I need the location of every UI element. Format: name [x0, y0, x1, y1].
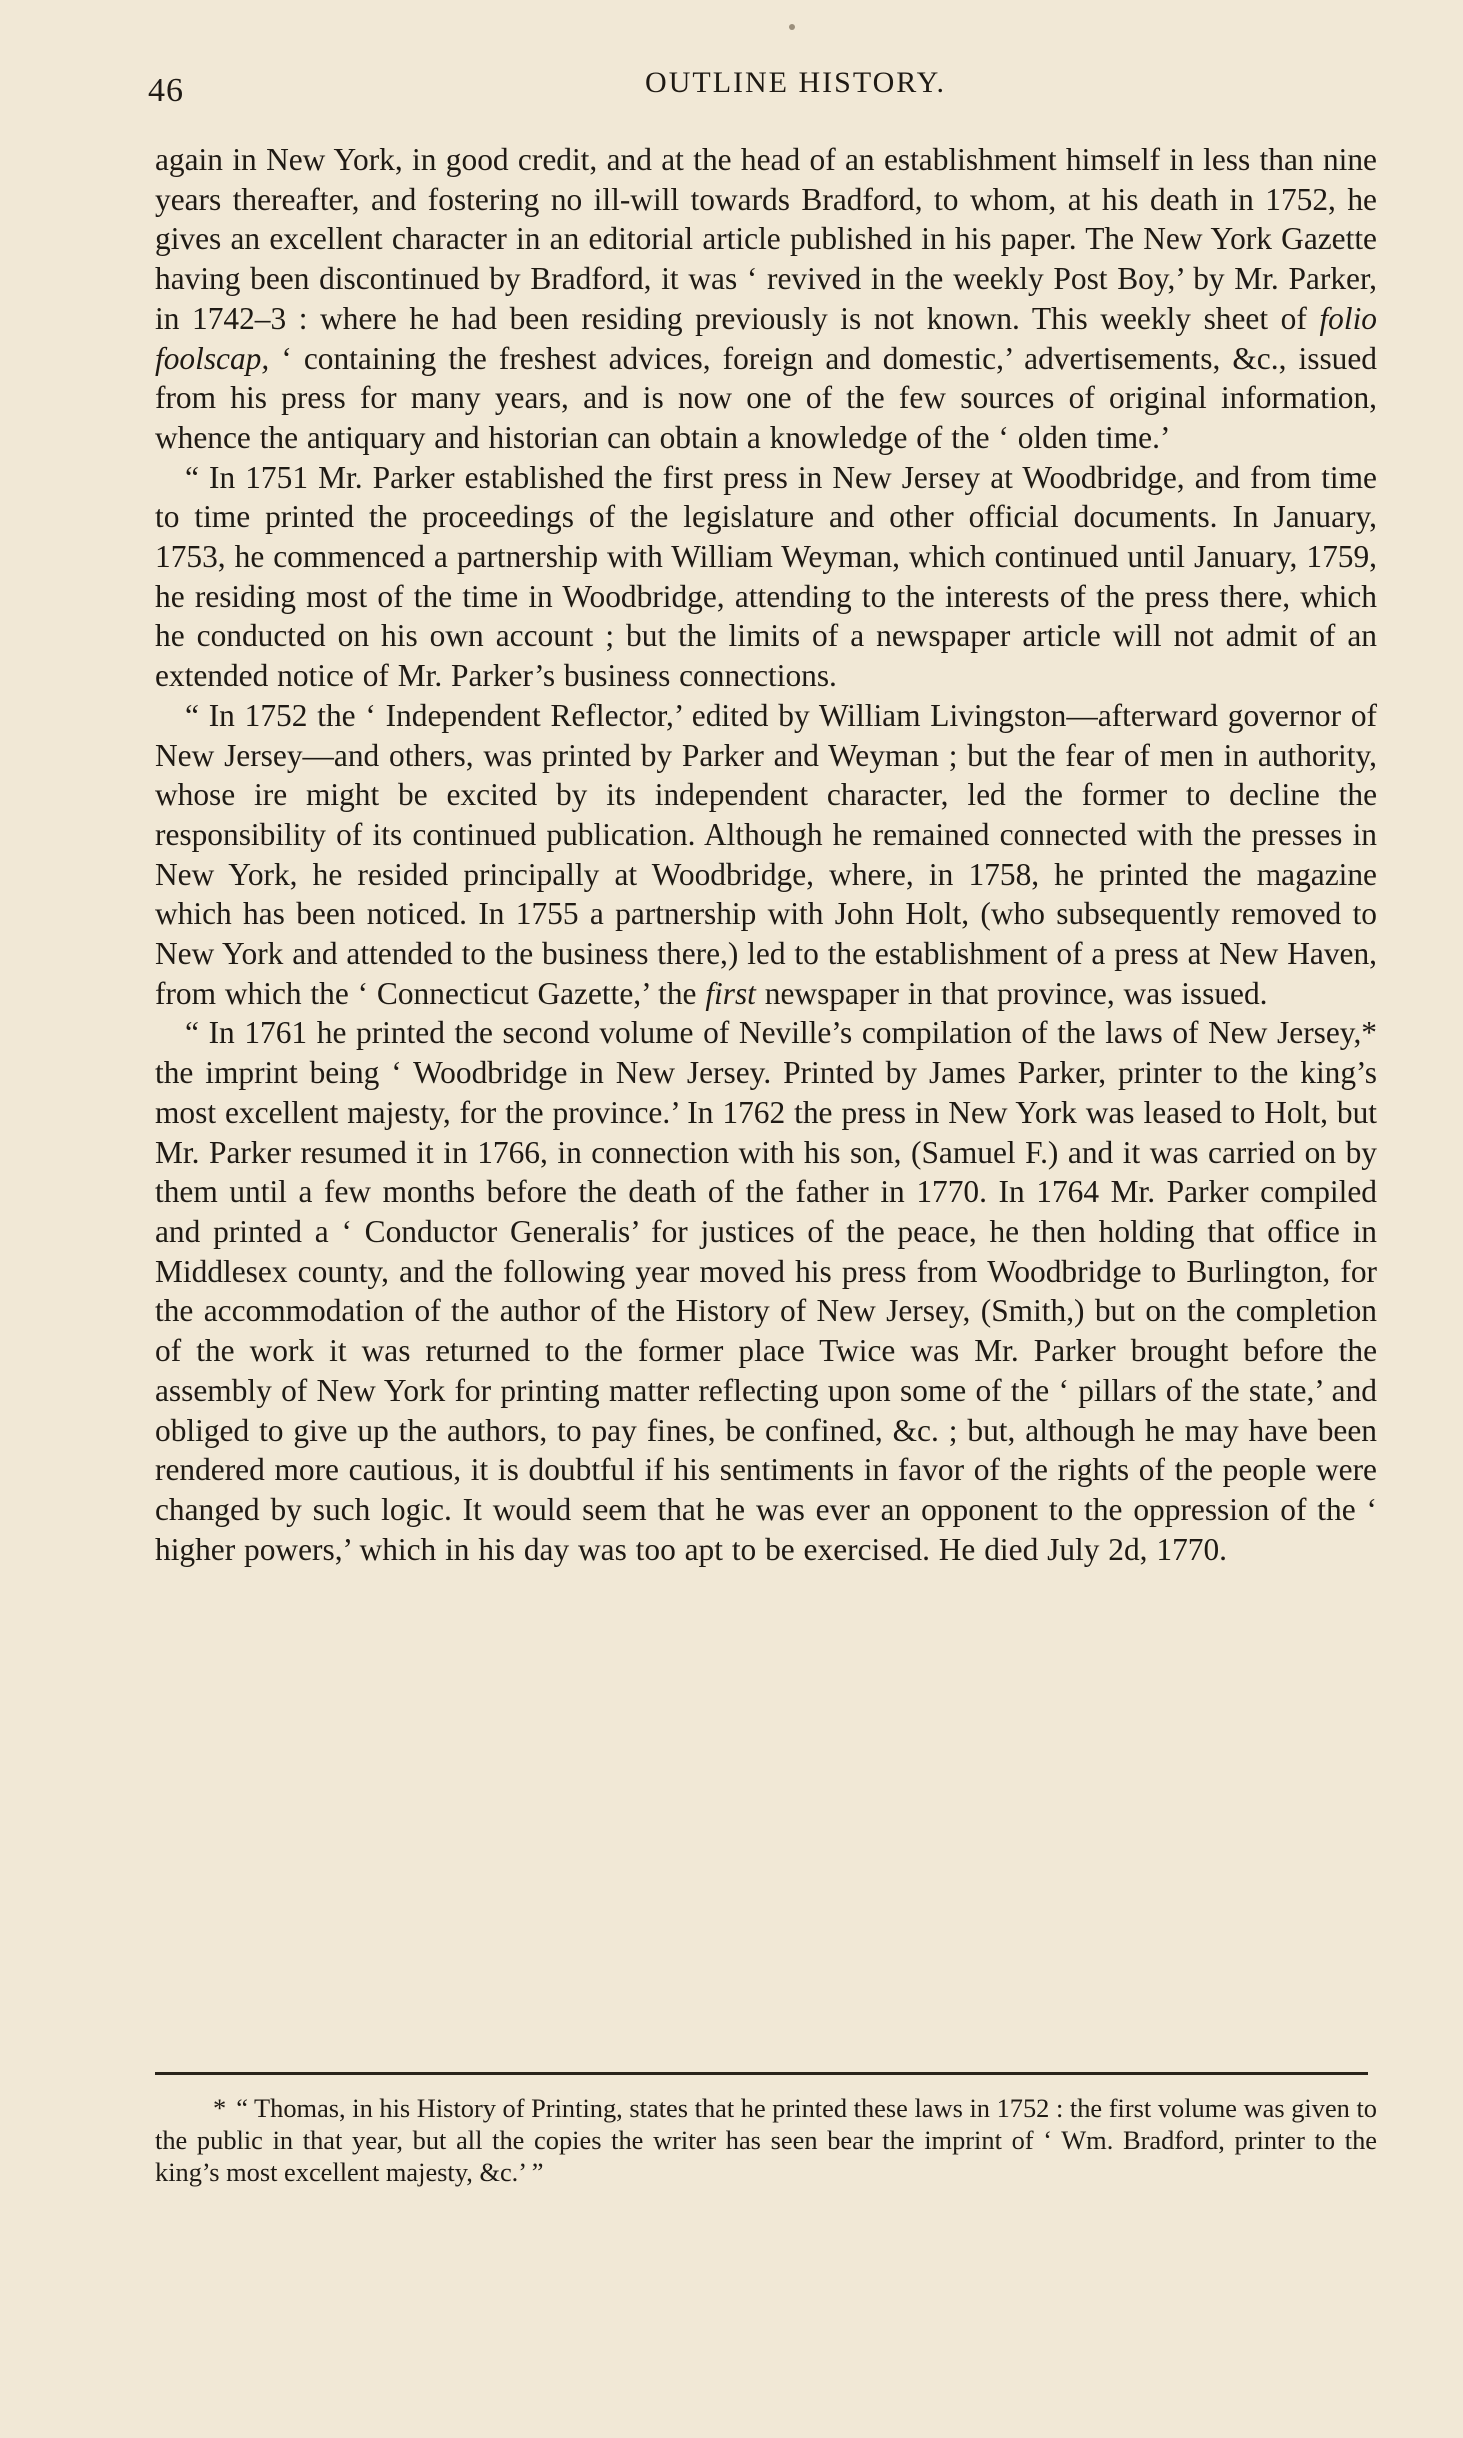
paragraph-1-text-before: again in New York, in good credit, and at the head of an establishment himself in less than nine years thereafter, and fostering no ill-will towards Bradford, to whom, at his death in 1752, he gives an excellent character in an editorial article published in his paper. The New York Gazette having been discontinued by Bradford, it was ‘ revived in the weekly Post Boy,’ by Mr. Parker, in 1742–3 : where he had been residing previously is not known. This weekly sheet of — [155, 142, 1377, 336]
paragraph-2: “ In 1751 Mr. Parker established the first press in New Jersey at Woodbridge, and from time to time printed the proceedings of the legislature and other official documents. In January, 1753, he commenced a partnership with William Weyman, which continued until January, 1759, he residing most of the time in Woodbridge, attending to the interests of the press there, which he conducted on his own account ; but the limits of a newspaper article will not admit of an extended notice of Mr. Parker’s business connections. — [155, 459, 1377, 694]
running-title: OUTLINE HISTORY. — [645, 66, 946, 99]
paragraph-4: “ In 1761 he printed the second volume of Neville’s compilation of the laws of New Jersey,* the imprint being ‘ Woodbridge in New Jersey. Printed by James Parker, printer to the king’s most excellent majesty, for the province.’ In 1762 the press in New York was leased to Holt, but Mr. Parker resumed it in 1766, in connection with his son, (Samuel F.) and it was carried on by them until a few months before the death of the father in 1770. In 1764 Mr. Parker compiled and printed a ‘ Conductor Generalis’ for justices of the peace, he then holding that office in Middlesex county, and the following year moved his press from Woodbridge to Burlington, for the accommodation of the author of the History of New Jersey, (Smith,) but on the completion of the work it was returned to the former place Twice was Mr. Parker brought before the assembly of New York for printing matter reflecting upon some of the ‘ pillars of the state,’ and obliged to give up the authors, to pay fines, be confined, &c. ; but, although he may have been rendered more cautious, it is doubtful if his sentiments in favor of the rights of the people were changed by such logic. It would seem that he was ever an opponent to the oppression of the ‘ higher powers,’ which in his day was too apt to be exercised. He died July 2d, 1770. — [155, 1015, 1377, 1567]
page-number: 46 — [148, 72, 184, 109]
paragraph-1-italic: folio foolscap, — [155, 300, 1377, 376]
page-header — [148, 66, 1373, 110]
paragraph-1 — [155, 140, 1377, 458]
main-text — [155, 140, 1377, 1569]
footnote — [155, 2092, 1377, 2188]
footnote-text: “ Thomas, in his History of Printing, states that he printed these laws in 1752 : the first volume was given to the public in that year, but all the copies the writer has seen bear the imprint of ‘ Wm. Bradford, printer to the king’s most excellent majesty, &c.’ ” — [155, 2093, 1377, 2187]
paragraph-3-text-before: “ In 1752 the ‘ Independent Reflector,’ edited by William Livingston—afterward governor of New Jersey—and others, was printed by Parker and Weyman ; but the fear of men in authority, whose ire might be excited by its independent character, led the former to decline the responsibility of its continued publication. Although he remained connected with the presses in New York, he resided principally at Woodbridge, where, in 1758, he printed the magazine which has been noticed. In 1755 a partnership with John Holt, (who subsequently removed to New York and attended to the business there,) led to the establishment of a press at New Haven, from which the ‘ Connecticut Gazette,’ the — [155, 697, 1377, 1011]
paragraph-3-italic: first — [705, 975, 756, 1011]
footnote-mark: * — [213, 2093, 227, 2123]
paragraph-3-text-after: newspaper in that province, was issued. — [755, 975, 1268, 1011]
paper-speck — [789, 24, 795, 30]
footnote-rule — [155, 2072, 1368, 2075]
paragraph-3 — [155, 696, 1377, 1014]
paragraph-1-text-after: ‘ containing the freshest advices, foreign and domestic,’ advertisements, &c., issued from his press for many years, and is now one of the few sources of original information, whence the antiquary and historian can obtain a knowledge of the ‘ olden time.’ — [155, 340, 1377, 455]
